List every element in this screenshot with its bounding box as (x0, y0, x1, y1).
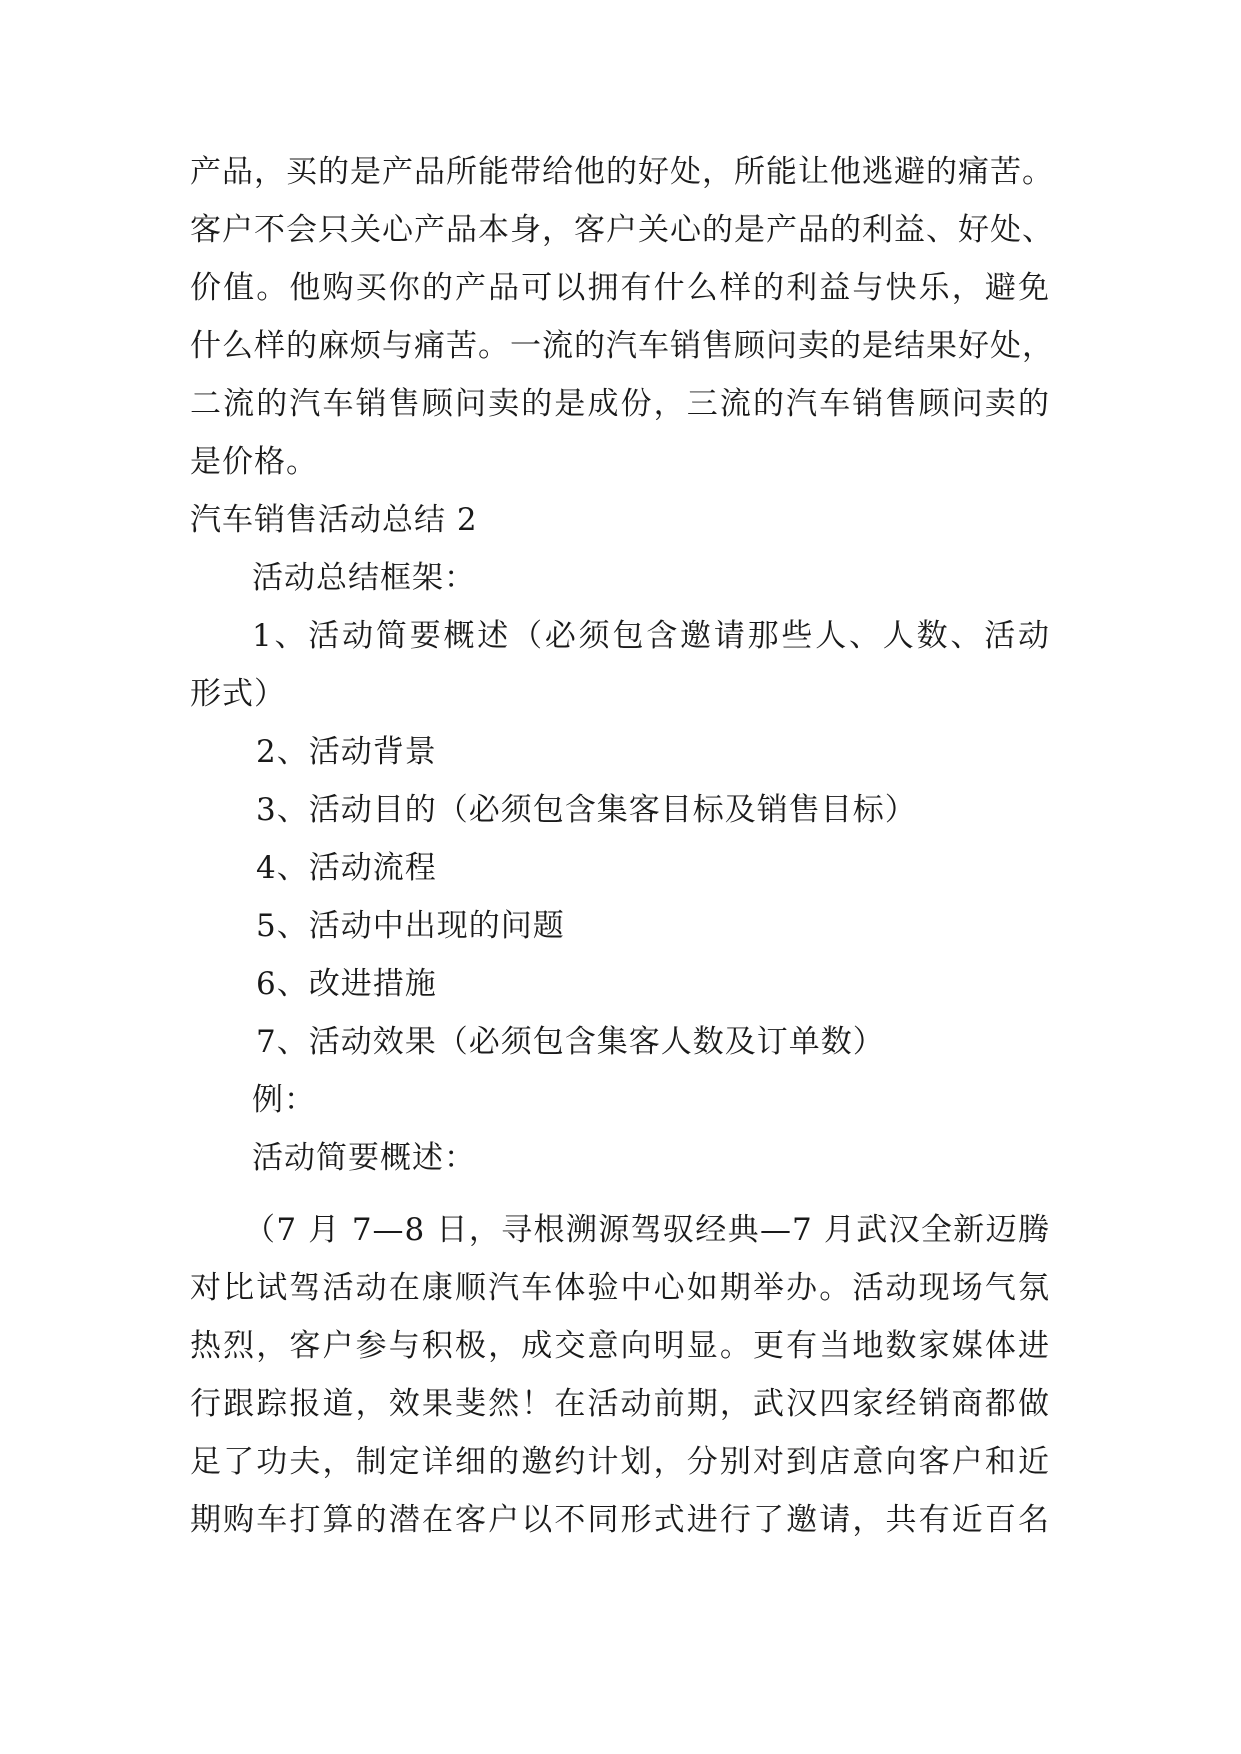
framework-item-1-line-1: 1、活动简要概述（必须包含邀请那些人、人数、活动 (252, 618, 1050, 654)
framework-item-3: 3、活动目的（必须包含集客目标及销售目标） (256, 792, 917, 828)
summary-line-6: 期购车打算的潜在客户以不同形式进行了邀请，共有近百名 (190, 1502, 1050, 1538)
intro-line-1: 产品，买的是产品所能带给他的好处，所能让他逃避的痛苦。 (190, 154, 1054, 190)
intro-line-2: 客户不会只关心产品本身，客户关心的是产品的利益、好处、 (190, 212, 1054, 248)
intro-line-5: 二流的汽车销售顾问卖的是成份，三流的汽车销售顾问卖的 (190, 386, 1050, 422)
summary-line-2: 对比试驾活动在康顺汽车体验中心如期举办。活动现场气氛 (190, 1270, 1050, 1306)
framework-item-7: 7、活动效果（必须包含集客人数及订单数） (256, 1024, 885, 1060)
summary-line-5: 足了功夫，制定详细的邀约计划，分别对到店意向客户和近 (190, 1444, 1050, 1480)
summary-label: 活动简要概述： (252, 1140, 476, 1176)
framework-item-4: 4、活动流程 (256, 850, 437, 886)
section-heading: 汽车销售活动总结 2 (190, 502, 478, 538)
summary-line-1: （7 月 7—8 日，寻根溯源驾驭经典—7 月武汉全新迈腾 (244, 1212, 1050, 1248)
framework-item-2: 2、活动背景 (256, 734, 437, 770)
intro-line-6: 是价格。 (190, 444, 318, 480)
summary-line-4: 行跟踪报道，效果斐然！在活动前期，武汉四家经销商都做 (190, 1386, 1050, 1422)
example-label: 例： (252, 1082, 316, 1118)
intro-line-3: 价值。他购买你的产品可以拥有什么样的利益与快乐，避免 (190, 270, 1050, 306)
framework-item-1-line-2: 形式） (190, 676, 286, 712)
framework-item-6: 6、改进措施 (256, 966, 437, 1002)
summary-line-3: 热烈，客户参与积极，成交意向明显。更有当地数家媒体进 (190, 1328, 1050, 1364)
intro-line-4: 什么样的麻烦与痛苦。一流的汽车销售顾问卖的是结果好处， (190, 328, 1054, 364)
framework-item-5: 5、活动中出现的问题 (256, 908, 565, 944)
framework-title: 活动总结框架： (252, 560, 476, 596)
